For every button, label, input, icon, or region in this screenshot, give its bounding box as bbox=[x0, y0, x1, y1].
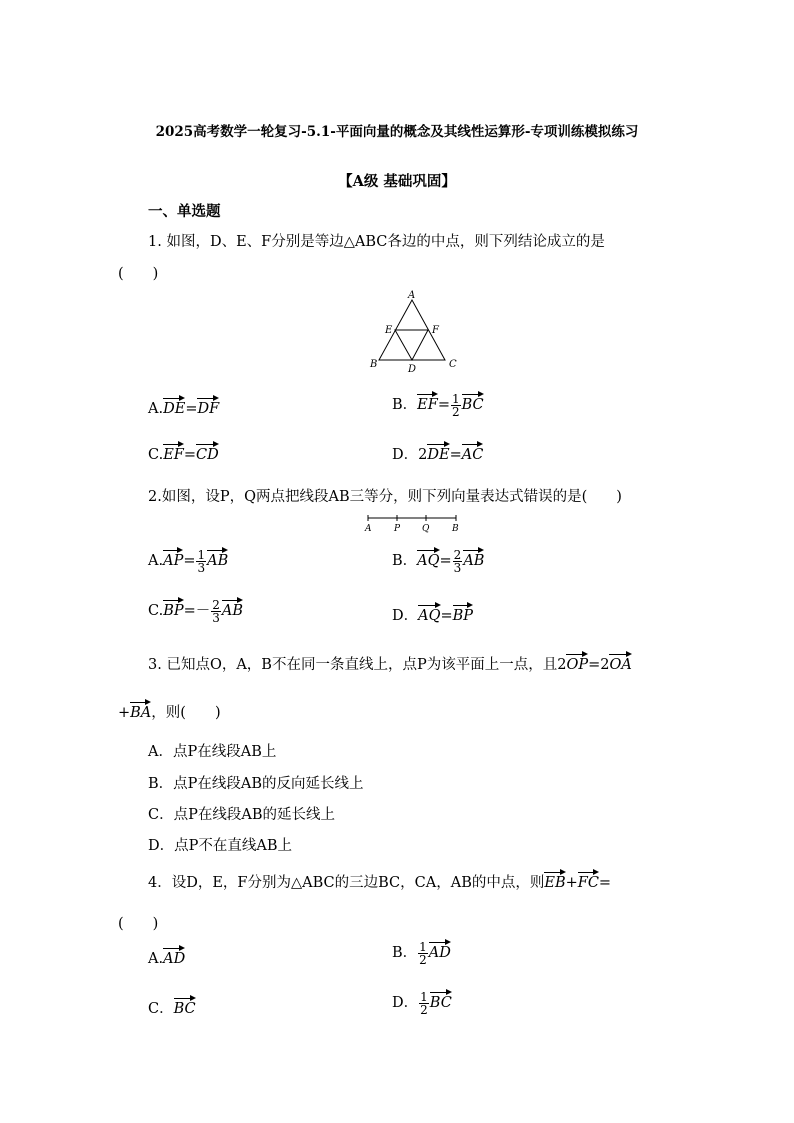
label-C: C bbox=[449, 359, 457, 370]
option-label: B． bbox=[392, 945, 418, 961]
q3-stem bbox=[148, 652, 632, 674]
vector: AP bbox=[163, 548, 183, 569]
vector: BA bbox=[130, 700, 151, 721]
q4-option-d[interactable] bbox=[392, 990, 452, 1016]
numerator: 1 bbox=[419, 939, 427, 954]
vector: BC bbox=[430, 990, 452, 1011]
equals: = bbox=[449, 447, 462, 463]
vector: AC bbox=[462, 442, 484, 463]
plus: + bbox=[565, 875, 578, 891]
vector: OP bbox=[566, 652, 588, 673]
numerator: 2 bbox=[453, 547, 462, 562]
q4-answer-blank: ( ) bbox=[118, 916, 159, 932]
vector: BP bbox=[453, 603, 473, 624]
numerator: 1 bbox=[420, 989, 428, 1004]
equals: =－ bbox=[183, 603, 211, 619]
q3-stem-cont bbox=[118, 700, 221, 722]
q3-option-d[interactable]: D．点P不在直线AB上 bbox=[148, 838, 293, 854]
denominator: 2 bbox=[451, 404, 460, 419]
label-P: P bbox=[394, 524, 401, 534]
denominator: 3 bbox=[212, 610, 220, 625]
fraction bbox=[453, 549, 463, 574]
option-label: C. bbox=[148, 447, 164, 463]
vector: DE bbox=[427, 442, 449, 463]
vector: OA bbox=[609, 652, 631, 673]
equals: = bbox=[598, 875, 612, 891]
label-E: E bbox=[385, 325, 393, 336]
option-label: D． bbox=[392, 447, 419, 463]
option-label: D． bbox=[392, 608, 419, 624]
vector: AD bbox=[429, 940, 451, 961]
option-label: C. bbox=[148, 603, 164, 619]
plus: + bbox=[118, 705, 131, 721]
q1-answer-blank: ( ) bbox=[118, 266, 159, 282]
q1-option-d[interactable] bbox=[392, 442, 483, 464]
label-Q: Q bbox=[422, 524, 430, 534]
fraction bbox=[419, 991, 429, 1016]
q1-stem: 1. 如图，D、E、F分别是等边△ABC各边的中点，则下列结论成立的是 bbox=[148, 234, 605, 250]
vector: FC bbox=[578, 870, 599, 891]
numerator: 2 bbox=[212, 597, 220, 612]
option-label: C． bbox=[148, 1001, 174, 1017]
q2-option-a[interactable] bbox=[148, 548, 228, 574]
vector: EF bbox=[417, 392, 438, 413]
q2-option-d[interactable] bbox=[392, 603, 473, 625]
q4-option-a[interactable] bbox=[148, 946, 185, 967]
denominator: 3 bbox=[453, 560, 462, 575]
label-F: F bbox=[432, 325, 439, 336]
vector: BC bbox=[462, 392, 484, 413]
q4-option-b[interactable] bbox=[392, 940, 451, 966]
equals: = bbox=[183, 447, 196, 463]
q2-option-c[interactable] bbox=[148, 598, 243, 624]
q2-stem: 2.如图，设P，Q两点把线段AB三等分，则下列向量表达式错误的是( ) bbox=[148, 489, 622, 505]
vector: DF bbox=[197, 396, 219, 417]
fraction bbox=[196, 549, 206, 574]
equals: = bbox=[183, 553, 196, 569]
vector: BP bbox=[163, 598, 183, 619]
q4-stem bbox=[148, 870, 611, 892]
medial-triangle-def bbox=[395, 330, 428, 360]
label-B: B bbox=[452, 524, 459, 534]
option-label: A. bbox=[148, 401, 164, 417]
q1-option-a[interactable] bbox=[148, 396, 219, 417]
equals: = bbox=[439, 553, 452, 569]
label-A: A bbox=[365, 524, 372, 534]
section-heading: 一、单选题 bbox=[148, 203, 221, 220]
q3-answer-blank: ，则( ) bbox=[151, 705, 221, 721]
q2-option-b[interactable] bbox=[392, 548, 484, 574]
vector: AQ bbox=[418, 603, 440, 624]
q3-option-a[interactable]: A．点P在线段AB上 bbox=[148, 744, 277, 760]
vector: EF bbox=[163, 442, 184, 463]
q1-triangle-figure bbox=[365, 288, 461, 374]
vector: AB bbox=[222, 598, 243, 619]
option-label: A. bbox=[148, 951, 164, 967]
fraction bbox=[451, 393, 461, 418]
denominator: 2 bbox=[419, 952, 427, 967]
vector: AB bbox=[207, 548, 228, 569]
fraction bbox=[211, 599, 221, 624]
vector: AQ bbox=[417, 548, 439, 569]
q3-stem-mid: =2 bbox=[588, 657, 610, 673]
q3-option-c[interactable]: C．点P在线段AB的延长线上 bbox=[148, 807, 335, 823]
vector: AB bbox=[463, 548, 484, 569]
option-label: D． bbox=[392, 995, 419, 1011]
vector: DE bbox=[163, 396, 185, 417]
q3-option-b[interactable]: B．点P在线段AB的反向延长线上 bbox=[148, 776, 364, 792]
label-D: D bbox=[408, 364, 417, 374]
equals: = bbox=[440, 608, 453, 624]
q4-stem-text: 4．设D，E，F分别为△ABC的三边BC，CA，AB的中点，则 bbox=[148, 875, 545, 891]
document-title: 2025高考数学一轮复习-5.1-平面向量的概念及其线性运算形-专项训练模拟练习 bbox=[155, 124, 639, 140]
numerator: 1 bbox=[197, 547, 206, 562]
denominator: 2 bbox=[420, 1002, 428, 1017]
label-A: A bbox=[408, 290, 416, 301]
level-title: 【A级 基础巩固】 bbox=[338, 173, 456, 190]
equals: = bbox=[437, 397, 450, 413]
q1-option-b[interactable] bbox=[392, 392, 484, 418]
q4-option-c[interactable] bbox=[148, 996, 196, 1018]
vector: BC bbox=[174, 996, 196, 1017]
q2-segment-figure bbox=[362, 512, 462, 534]
q1-option-c[interactable] bbox=[148, 442, 219, 463]
option-label: B． bbox=[392, 397, 418, 413]
numerator: 1 bbox=[451, 391, 460, 406]
vector: CD bbox=[196, 442, 219, 463]
fraction bbox=[418, 941, 428, 966]
label-B: B bbox=[370, 359, 378, 370]
coefficient: 2 bbox=[418, 447, 428, 463]
denominator: 3 bbox=[197, 560, 206, 575]
option-label: A. bbox=[148, 553, 164, 569]
equals: = bbox=[185, 401, 198, 417]
q3-stem-text: 3. 已知点O，A，B不在同一条直线上，点P为该平面上一点，且2 bbox=[148, 657, 567, 673]
option-label: B． bbox=[392, 553, 418, 569]
vector: EB bbox=[544, 870, 565, 891]
vector: AD bbox=[163, 946, 185, 967]
